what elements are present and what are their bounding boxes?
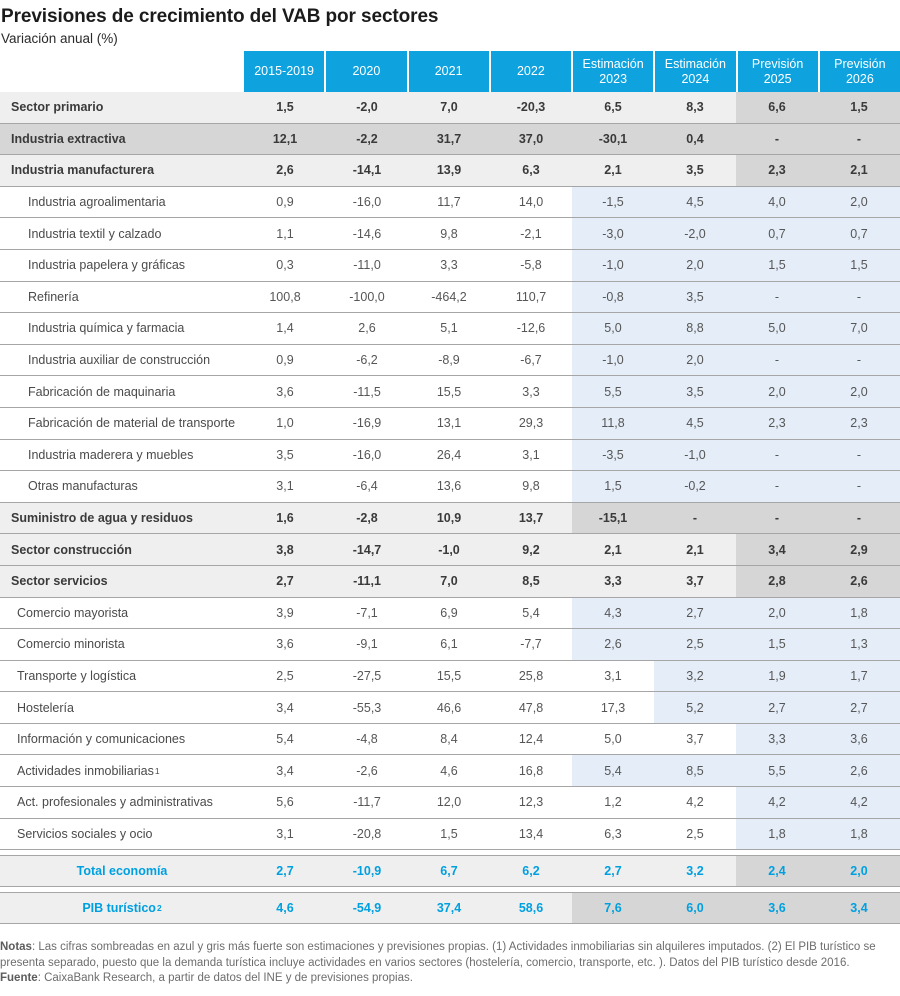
value-cell: 4,2 — [818, 787, 900, 818]
value-cell: - — [736, 282, 818, 313]
value-cell: 1,8 — [818, 598, 900, 629]
row-label: Servicios sociales y ocio — [17, 826, 153, 841]
value-cell: -11,1 — [326, 566, 408, 597]
value-cell: 2,1 — [654, 534, 736, 565]
value-cell: 13,4 — [518, 826, 544, 841]
table-row — [0, 755, 900, 787]
value-cell: 1,0 — [276, 416, 294, 431]
value-cell: -6,2 — [356, 353, 378, 368]
table-row — [0, 124, 900, 156]
value-cell: 8,5 — [490, 566, 572, 597]
value-cell: 15,5 — [436, 384, 462, 399]
value-cell: -4,8 — [356, 732, 378, 747]
source-label: Fuente — [0, 971, 38, 984]
row-label: Sector construcción — [0, 534, 244, 565]
row-label: Act. profesionales y administrativas — [17, 795, 213, 810]
table-row — [0, 892, 900, 924]
row-label: Comercio minorista — [17, 637, 125, 652]
table-row — [0, 534, 900, 566]
header-cell-2020: 2020 — [324, 51, 406, 92]
value-cell: 2,5 — [654, 629, 736, 660]
value-cell: -16,0 — [352, 447, 382, 462]
value-cell: 3,6 — [276, 384, 294, 399]
row-label: Industria auxiliar de construcción — [28, 353, 211, 368]
value-cell: -100,0 — [349, 289, 385, 304]
value-cell: -1,0 — [654, 440, 736, 471]
value-cell: 2,3 — [818, 408, 900, 439]
value-cell: -27,5 — [352, 668, 382, 683]
row-label: Fabricación de maquinaria — [28, 384, 176, 399]
value-cell: -1,0 — [572, 345, 654, 376]
value-cell: 6,6 — [736, 92, 818, 123]
value-cell: - — [654, 503, 736, 534]
table-header-row — [0, 51, 900, 92]
row-label: PIB turístico 2 — [0, 893, 244, 923]
value-cell: -1,5 — [572, 187, 654, 218]
value-cell: 1,7 — [818, 661, 900, 692]
value-cell: 3,1 — [522, 447, 540, 462]
value-cell: 13,6 — [436, 479, 462, 494]
value-cell: - — [818, 282, 900, 313]
value-cell: 4,0 — [736, 187, 818, 218]
value-cell: -3,5 — [572, 440, 654, 471]
value-cell: 1,2 — [604, 795, 622, 810]
value-cell: 2,8 — [736, 566, 818, 597]
value-cell: -0,8 — [572, 282, 654, 313]
value-cell: 29,3 — [518, 416, 544, 431]
value-cell: 2,6 — [818, 566, 900, 597]
value-cell: 4,3 — [572, 598, 654, 629]
header-cell-prevision-2025: Previsión 2025 — [736, 51, 818, 92]
value-cell: 6,1 — [440, 637, 458, 652]
value-cell: 2,0 — [818, 856, 900, 886]
value-cell: 3,3 — [572, 566, 654, 597]
table-row — [0, 566, 900, 598]
value-cell: 4,2 — [736, 787, 818, 818]
value-cell: 3,7 — [686, 732, 704, 747]
value-cell: 3,7 — [654, 566, 736, 597]
table-row — [0, 598, 900, 630]
value-cell: -14,7 — [326, 534, 408, 565]
value-cell: 3,4 — [276, 700, 294, 715]
value-cell: 0,7 — [818, 218, 900, 249]
value-cell: - — [736, 124, 818, 155]
value-cell: 26,4 — [436, 447, 462, 462]
table-row — [0, 250, 900, 282]
value-cell: 1,4 — [276, 321, 294, 336]
value-cell: 2,0 — [818, 376, 900, 407]
source-line — [0, 971, 898, 986]
value-cell: 3,1 — [604, 668, 622, 683]
value-cell: 7,0 — [408, 92, 490, 123]
value-cell: 5,5 — [572, 376, 654, 407]
value-cell: 2,0 — [654, 250, 736, 281]
table-row — [0, 661, 900, 693]
value-cell: 8,5 — [654, 755, 736, 786]
value-cell: 110,7 — [515, 289, 547, 304]
value-cell: -10,9 — [326, 856, 408, 886]
value-cell: 5,4 — [572, 755, 654, 786]
value-cell: 2,3 — [736, 155, 818, 186]
table-row — [0, 313, 900, 345]
value-cell: 2,6 — [572, 629, 654, 660]
value-cell: 17,3 — [600, 700, 626, 715]
value-cell: - — [736, 503, 818, 534]
value-cell: -30,1 — [572, 124, 654, 155]
value-cell: 3,5 — [654, 155, 736, 186]
source-text: : CaixaBank Research, a partir de datos del INE y de previsiones propias. — [37, 971, 413, 984]
value-cell: 1,8 — [736, 819, 818, 850]
value-cell: -2,0 — [654, 218, 736, 249]
row-label: Industria papelera y gráficas — [28, 258, 186, 273]
value-cell: 1,5 — [818, 250, 900, 281]
row-label: Actividades inmobiliarias 1 — [17, 763, 160, 778]
value-cell: 3,4 — [736, 534, 818, 565]
value-cell: 1,5 — [244, 92, 326, 123]
value-cell: -7,7 — [520, 637, 542, 652]
value-cell: -6,4 — [356, 479, 378, 494]
notes-text: : Las cifras sombreadas en azul y gris más fuerte son estimaciones y previsiones propias. (1) Actividades inmobiliarias sin alquileres imputados. (2) El PIB turístico se presenta separado, puesto que la demanda turística incluye actividades en varios sectores (hostelería, comercio, transporte, etc. ). Datos del PIB turístico desde 2016. — [0, 941, 876, 969]
value-cell: -8,9 — [438, 353, 460, 368]
value-cell: 2,4 — [736, 856, 818, 886]
value-cell: 9,8 — [440, 226, 458, 241]
table-row — [0, 187, 900, 219]
value-cell: 2,1 — [572, 155, 654, 186]
value-cell: 1,3 — [818, 629, 900, 660]
value-cell: 3,2 — [654, 661, 736, 692]
value-cell: 13,9 — [408, 155, 490, 186]
value-cell: -2,0 — [326, 92, 408, 123]
value-cell: 1,5 — [736, 250, 818, 281]
table-row — [0, 503, 900, 535]
value-cell: 5,0 — [572, 313, 654, 344]
value-cell: 2,0 — [736, 598, 818, 629]
value-cell: 3,6 — [818, 724, 900, 755]
table-row — [0, 724, 900, 756]
value-cell: 5,1 — [440, 321, 458, 336]
value-cell: 3,1 — [276, 479, 294, 494]
value-cell: 3,3 — [522, 384, 540, 399]
value-cell: 0,9 — [276, 353, 294, 368]
value-cell: -15,1 — [572, 503, 654, 534]
value-cell: 2,3 — [736, 408, 818, 439]
value-cell: 12,1 — [244, 124, 326, 155]
value-cell: 2,0 — [654, 345, 736, 376]
value-cell: -11,0 — [353, 258, 381, 273]
value-cell: 3,5 — [654, 282, 736, 313]
value-cell: - — [818, 124, 900, 155]
row-label: Otras manufacturas — [28, 479, 138, 494]
row-label: Transporte y logística — [17, 668, 137, 683]
header-spacer — [0, 51, 244, 92]
header-cell-2021: 2021 — [407, 51, 489, 92]
value-cell: 58,6 — [490, 893, 572, 923]
value-cell: -1,0 — [572, 250, 654, 281]
value-cell: 1,5 — [572, 471, 654, 502]
value-cell: 1,8 — [818, 819, 900, 850]
row-label: Comercio mayorista — [17, 605, 129, 620]
table-row — [0, 819, 900, 851]
value-cell: 6,7 — [408, 856, 490, 886]
header-cell-2015-2019: 2015-2019 — [244, 51, 324, 92]
value-cell: 5,5 — [736, 755, 818, 786]
value-cell: 4,6 — [440, 763, 458, 778]
value-cell: 5,0 — [604, 732, 622, 747]
table-body — [0, 92, 900, 924]
value-cell: -12,6 — [516, 321, 546, 336]
value-cell: 9,2 — [490, 534, 572, 565]
value-cell: 1,9 — [736, 661, 818, 692]
value-cell: 1,5 — [736, 629, 818, 660]
table-row — [0, 155, 900, 187]
value-cell: 2,7 — [572, 856, 654, 886]
notes — [0, 940, 900, 986]
table-row — [0, 629, 900, 661]
value-cell: 3,3 — [736, 724, 818, 755]
value-cell: -14,6 — [352, 226, 382, 241]
value-cell: 16,8 — [518, 763, 544, 778]
value-cell: 2,0 — [736, 376, 818, 407]
value-cell: 6,0 — [654, 893, 736, 923]
value-cell: 6,9 — [440, 605, 458, 620]
value-cell: 1,1 — [276, 226, 294, 241]
value-cell: - — [736, 440, 818, 471]
value-cell: 0,7 — [736, 218, 818, 249]
value-cell: 3,4 — [818, 893, 900, 923]
value-cell: - — [736, 345, 818, 376]
row-label: Industria química y farmacia — [28, 321, 185, 336]
value-cell: 4,6 — [244, 893, 326, 923]
notes-line — [0, 940, 898, 971]
row-label: Total economía — [0, 856, 244, 886]
row-label: Suministro de agua y residuos — [0, 503, 244, 534]
value-cell: -5,8 — [520, 258, 542, 273]
row-label: Industria manufacturera — [0, 155, 244, 186]
table-row — [0, 218, 900, 250]
value-cell: 3,4 — [276, 763, 294, 778]
value-cell: 3,6 — [276, 637, 294, 652]
value-cell: -2,8 — [326, 503, 408, 534]
value-cell: 13,7 — [490, 503, 572, 534]
value-cell: 37,4 — [408, 893, 490, 923]
notes-label: Notas — [0, 941, 32, 954]
value-cell: 12,3 — [518, 795, 544, 810]
value-cell: 5,4 — [276, 732, 294, 747]
value-cell: - — [818, 345, 900, 376]
value-cell: 7,6 — [572, 893, 654, 923]
table-row — [0, 692, 900, 724]
value-cell: 3,9 — [276, 605, 294, 620]
table-row — [0, 376, 900, 408]
value-cell: 0,9 — [276, 195, 294, 210]
value-cell: -11,5 — [353, 384, 381, 399]
value-cell: - — [818, 440, 900, 471]
table-row — [0, 471, 900, 503]
value-cell: 11,7 — [437, 195, 461, 210]
value-cell: -20,3 — [490, 92, 572, 123]
value-cell: -3,0 — [572, 218, 654, 249]
value-cell: -6,7 — [520, 353, 542, 368]
value-cell: 2,7 — [654, 598, 736, 629]
value-cell: 6,3 — [490, 155, 572, 186]
value-cell: 1,5 — [818, 92, 900, 123]
value-cell: 14,0 — [518, 195, 544, 210]
row-label: Hostelería — [17, 700, 74, 715]
value-cell: 13,1 — [436, 416, 462, 431]
value-cell: 8,4 — [440, 732, 458, 747]
value-cell: -9,1 — [356, 637, 378, 652]
value-cell: 2,9 — [818, 534, 900, 565]
vab-table — [0, 51, 900, 924]
row-label: Industria maderera y muebles — [28, 447, 194, 462]
value-cell: -2,1 — [520, 226, 542, 241]
header-cell-prevision-2026: Previsión 2026 — [818, 51, 900, 92]
value-cell: 8,3 — [654, 92, 736, 123]
value-cell: 2,0 — [818, 187, 900, 218]
value-cell: 6,5 — [572, 92, 654, 123]
value-cell: -2,6 — [356, 763, 378, 778]
value-cell: -14,1 — [326, 155, 408, 186]
value-cell: -464,2 — [431, 289, 467, 304]
value-cell: 12,4 — [518, 732, 544, 747]
value-cell: 3,5 — [654, 376, 736, 407]
row-label: Sector primario — [0, 92, 244, 123]
table-row — [0, 345, 900, 377]
value-cell: 3,8 — [244, 534, 326, 565]
value-cell: 1,5 — [440, 826, 458, 841]
row-label: Industria agroalimentaria — [28, 195, 166, 210]
value-cell: 31,7 — [408, 124, 490, 155]
value-cell: 2,5 — [276, 668, 294, 683]
value-cell: 8,8 — [654, 313, 736, 344]
value-cell: 46,6 — [436, 700, 462, 715]
value-cell: 37,0 — [490, 124, 572, 155]
value-cell: -2,2 — [326, 124, 408, 155]
value-cell: 2,7 — [818, 692, 900, 723]
value-cell: 2,7 — [244, 566, 326, 597]
table-row — [0, 282, 900, 314]
value-cell: 2,7 — [244, 856, 326, 886]
value-cell: 2,1 — [572, 534, 654, 565]
row-label: Fabricación de material de transporte — [28, 416, 236, 431]
value-cell: 11,8 — [572, 408, 654, 439]
value-cell: -20,8 — [352, 826, 382, 841]
value-cell: 100,8 — [269, 289, 301, 304]
value-cell: - — [818, 471, 900, 502]
header-cell-estimacion-2024: Estimación 2024 — [653, 51, 735, 92]
value-cell: 25,8 — [518, 668, 544, 683]
value-cell: 4,5 — [654, 187, 736, 218]
value-cell: 1,6 — [244, 503, 326, 534]
value-cell: 4,2 — [686, 795, 704, 810]
value-cell: 2,6 — [358, 321, 376, 336]
page-title: Previsiones de crecimiento del VAB por sectores — [1, 6, 439, 27]
row-label: Refinería — [28, 289, 79, 304]
value-cell: 2,6 — [818, 755, 900, 786]
value-cell: -7,1 — [356, 605, 378, 620]
value-cell: -0,2 — [654, 471, 736, 502]
value-cell: 4,5 — [654, 408, 736, 439]
value-cell: 5,0 — [736, 313, 818, 344]
row-label: Industria extractiva — [0, 124, 244, 155]
value-cell: 10,9 — [408, 503, 490, 534]
value-cell: 3,2 — [654, 856, 736, 886]
table-row — [0, 440, 900, 472]
value-cell: 0,4 — [654, 124, 736, 155]
value-cell: 47,8 — [518, 700, 544, 715]
value-cell: 3,5 — [276, 447, 294, 462]
value-cell: 12,0 — [436, 795, 462, 810]
table-row — [0, 92, 900, 124]
value-cell: 5,4 — [522, 605, 540, 620]
value-cell: -1,0 — [408, 534, 490, 565]
value-cell: 2,7 — [736, 692, 818, 723]
table-row — [0, 408, 900, 440]
value-cell: 2,1 — [818, 155, 900, 186]
value-cell: 3,3 — [440, 258, 458, 273]
header-cell-estimacion-2023: Estimación 2023 — [571, 51, 653, 92]
row-label: Sector servicios — [0, 566, 244, 597]
value-cell: 15,5 — [436, 668, 462, 683]
value-cell: 2,5 — [686, 826, 704, 841]
table-row — [0, 855, 900, 887]
value-cell: 3,6 — [736, 893, 818, 923]
value-cell: 6,3 — [604, 826, 622, 841]
row-label: Información y comunicaciones — [17, 732, 186, 747]
value-cell: - — [818, 503, 900, 534]
value-cell: 6,2 — [490, 856, 572, 886]
value-cell: -16,0 — [352, 195, 382, 210]
page-subtitle: Variación anual (%) — [1, 31, 118, 46]
value-cell: 0,3 — [276, 258, 294, 273]
value-cell: -11,7 — [353, 795, 381, 810]
value-cell: 7,0 — [818, 313, 900, 344]
value-cell: 9,8 — [522, 479, 540, 494]
value-cell: 2,6 — [244, 155, 326, 186]
value-cell: -16,9 — [352, 416, 382, 431]
value-cell: 5,6 — [276, 795, 294, 810]
value-cell: -54,9 — [326, 893, 408, 923]
table-row — [0, 787, 900, 819]
value-cell: 3,1 — [276, 826, 294, 841]
header-cell-2022: 2022 — [489, 51, 571, 92]
value-cell: 7,0 — [408, 566, 490, 597]
value-cell: 5,2 — [654, 692, 736, 723]
value-cell: - — [736, 471, 818, 502]
row-label: Industria textil y calzado — [28, 226, 162, 241]
value-cell: -55,3 — [352, 700, 382, 715]
